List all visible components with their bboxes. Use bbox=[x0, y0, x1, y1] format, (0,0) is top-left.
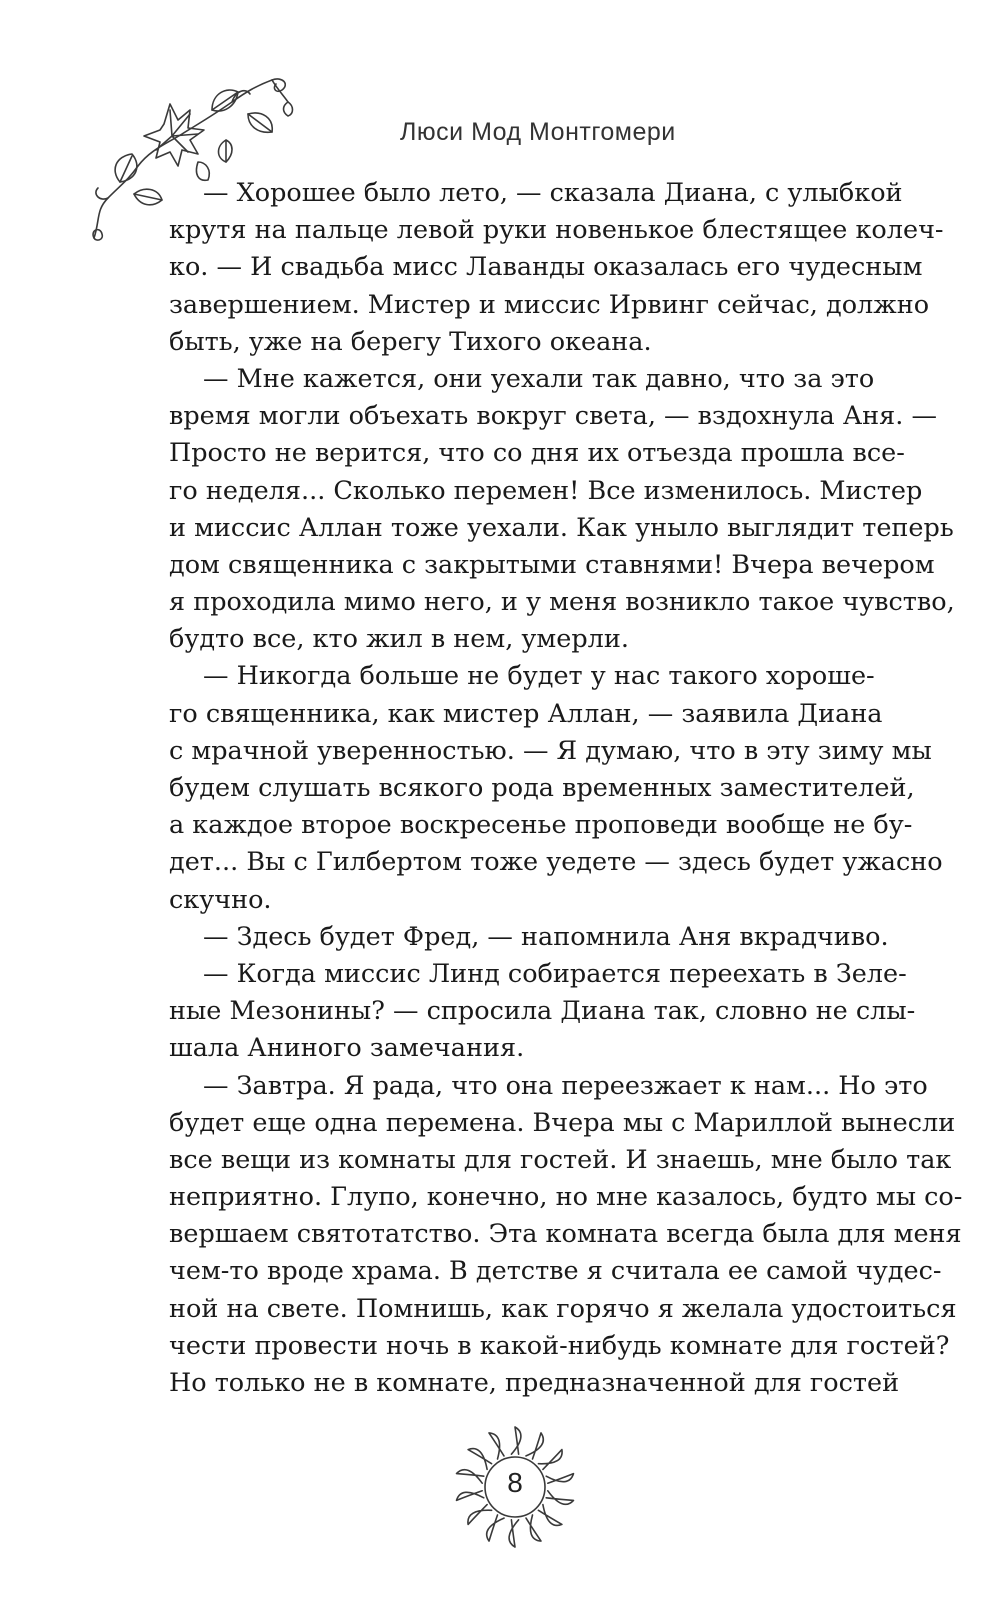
text-line: дет... Вы с Гилбертом тоже уедете — здесь будет ужасно bbox=[169, 847, 943, 878]
sun-ray bbox=[468, 1505, 492, 1525]
text-line: и миссис Аллан тоже уехали. Как уныло выглядит теперь bbox=[169, 512, 954, 543]
text-line: я проходила мимо него, и у меня возникло такое чувство, bbox=[169, 587, 955, 618]
text-line: — Хорошее было лето, — сказала Диана, с улыбкой bbox=[203, 178, 903, 208]
text-line: будто все, кто жил в нем, умерли. bbox=[169, 624, 629, 655]
text-line: а каждое второе воскресенье проповеди вообще не бу- bbox=[169, 810, 913, 841]
sun-ray bbox=[526, 1433, 543, 1459]
text-line: шала Аниного замечания. bbox=[169, 1033, 525, 1064]
text-line: скучно. bbox=[169, 884, 272, 915]
text-line: с мрачной уверенностью. — Я думаю, что в эту зиму мы bbox=[169, 735, 932, 766]
page-number: 8 bbox=[507, 1467, 523, 1498]
text-line: — Никогда больше не будет у нас такого хороше- bbox=[203, 661, 875, 692]
text-line: чести провести ночь в какой-нибудь комнате для гостей? bbox=[169, 1330, 950, 1361]
text-line: дом священника с закрытыми ставнями! Вчера вечером bbox=[169, 549, 935, 580]
text-line: ко. — И свадьба мисс Лаванды оказалась его чудесным bbox=[169, 252, 923, 283]
text-line: ной на свете. Помнишь, как горячо я желала удостоиться bbox=[169, 1293, 957, 1324]
text-line: Но только не в комнате, предназначенной для гостей bbox=[169, 1368, 900, 1398]
text-line: чем-то вроде храма. В детстве я считала ее самой чудес- bbox=[169, 1256, 942, 1287]
text-line: го неделя... Сколько перемен! Все изменилось. Мистер bbox=[169, 475, 923, 506]
sun-ray bbox=[489, 1433, 504, 1459]
text-line: ные Мезонины? — спросила Диана так, словно не слы- bbox=[169, 996, 916, 1027]
text-line: будет еще одна перемена. Вчера мы с Мариллой вынесли bbox=[169, 1107, 956, 1138]
text-line: вершаем святотатство. Эта комната всегда была для меня bbox=[169, 1219, 962, 1250]
page-number-block bbox=[445, 1417, 585, 1557]
sun-ray bbox=[526, 1515, 541, 1541]
text-line: крутя на пальце левой руки новенькое блестящее колеч- bbox=[169, 215, 944, 246]
text-line: — Мне кажется, они уехали так давно, что за это bbox=[203, 363, 875, 394]
text-line: будем слушать всякого рода временных заместителей, bbox=[169, 773, 915, 803]
sun-ray bbox=[509, 1520, 519, 1547]
text-line: время могли объехать вокруг света, — вздохнула Аня. — bbox=[169, 401, 937, 432]
text-line: го священника, как мистер Аллан, — заявила Диана bbox=[169, 698, 883, 729]
text-line: неприятно. Глупо, конечно, но мне казалось, будто мы со- bbox=[169, 1182, 963, 1213]
text-line: — Завтра. Я рада, что она переезжает к нам... Но это bbox=[203, 1070, 928, 1101]
text-line: — Здесь будет Фред, — напомнила Аня вкрадчиво. bbox=[203, 921, 889, 952]
text-line: — Когда миссис Линд собирается переехать в Зеле- bbox=[203, 958, 907, 989]
sun-ray bbox=[511, 1427, 521, 1454]
text-line: Просто не верится, что со дня их отъезда прошла все- bbox=[169, 438, 905, 469]
sun-ray bbox=[487, 1515, 504, 1541]
text-line: все вещи из комнаты для гостей. И знаешь, мне было так bbox=[169, 1144, 952, 1175]
text-line: завершением. Мистер и миссис Ирвинг сейчас, должно bbox=[169, 289, 930, 320]
text-line: быть, уже на берегу Тихого океана. bbox=[169, 326, 652, 357]
running-header: Люси Мод Монтгомери bbox=[400, 118, 676, 146]
sun-ray bbox=[538, 1505, 562, 1526]
page-body bbox=[169, 175, 963, 1402]
